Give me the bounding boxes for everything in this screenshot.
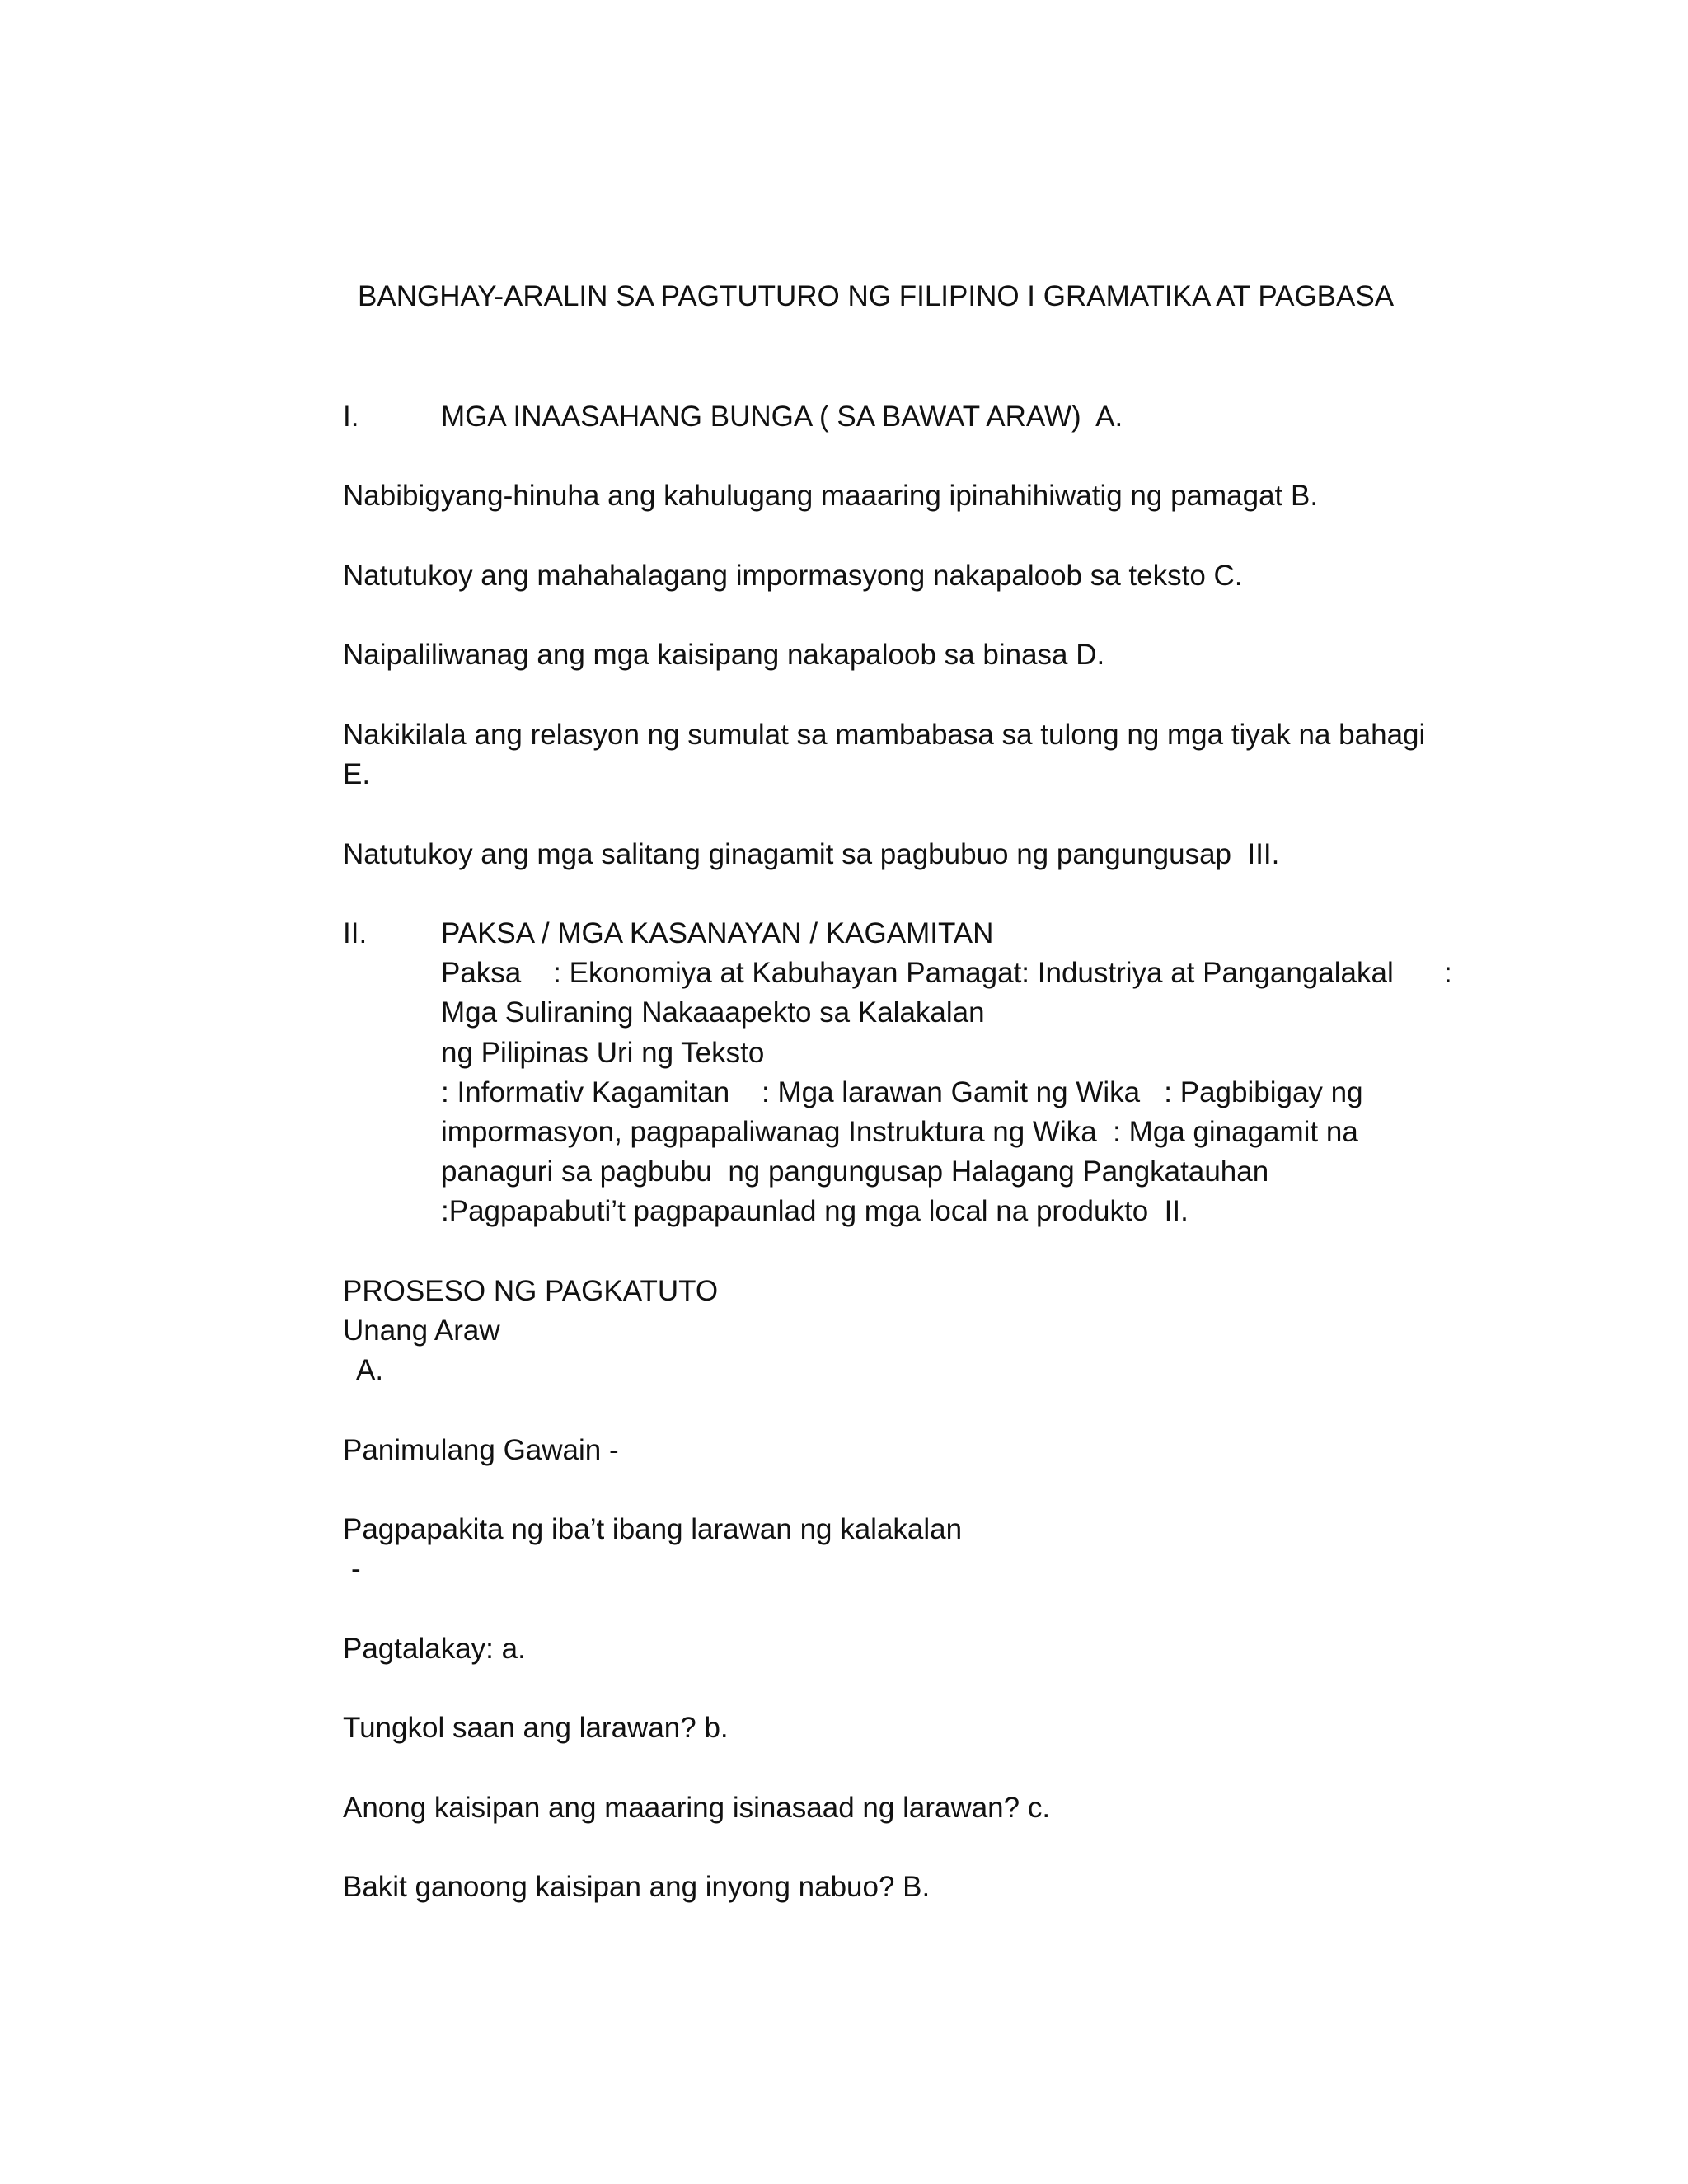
- topic-line: ng Pilipinas Uri ng Teksto: [441, 1037, 765, 1069]
- process-item: Bakit ganoong kaisipan ang inyong nabuo? B.: [343, 1871, 931, 1903]
- topic-line: Paksa : Ekonomiya at Kabuhayan Pamagat: Industriya at Pangangalakal: [441, 957, 1394, 989]
- section-2-number: II.: [343, 917, 368, 949]
- section-1-heading: MGA INAASAHANG BUNGA ( SA BAWAT ARAW) A.: [441, 401, 1123, 433]
- topic-line: :Pagpapabuti’t pagpapaunlad ng mga local na produkto II.: [441, 1195, 1189, 1227]
- process-item: Tungkol saan ang larawan? b.: [343, 1712, 729, 1744]
- section-1-number: I.: [343, 401, 359, 433]
- section-2-heading: PAKSA / MGA KASANAYAN / KAGAMITAN: [441, 917, 994, 949]
- process-item-dash: -: [351, 1553, 361, 1585]
- topic-line: Mga Suliraning Nakaaapekto sa Kalakalan: [441, 996, 985, 1029]
- topic-line: impormasyon, pagpapaliwanag Instruktura ng Wika : Mga ginagamit na: [441, 1116, 1358, 1148]
- outcome-item: Naipaliliwanag ang mga kaisipang nakapaloob sa binasa D.: [343, 639, 1105, 671]
- outcome-item: Natutukoy ang mahahalagang impormasyong nakapaloob sa teksto C.: [343, 560, 1243, 592]
- section-3-heading: PROSESO NG PAGKATUTO: [343, 1275, 719, 1307]
- outcome-item-continuation: E.: [343, 758, 371, 790]
- process-item: Panimulang Gawain -: [343, 1434, 619, 1466]
- process-item: Pagtalakay: a.: [343, 1633, 526, 1665]
- outcome-item: Nakikilala ang relasyon ng sumulat sa mambabasa sa tulong ng mga tiyak na bahagi: [343, 719, 1426, 751]
- topic-line: : Informativ Kagamitan : Mga larawan Gamit ng Wika : Pagbibigay ng: [441, 1076, 1363, 1108]
- topic-line-colon: :: [1444, 957, 1452, 989]
- outcome-item: Nabibigyang-hinuha ang kahulugang maaaring ipinahihiwatig ng pamagat B.: [343, 480, 1319, 512]
- outcome-item: Natutukoy ang mga salitang ginagamit sa pagbubuo ng pangungusap III.: [343, 838, 1280, 870]
- process-item: Anong kaisipan ang maaaring isinasaad ng larawan? c.: [343, 1792, 1051, 1824]
- step-letter: A.: [356, 1354, 384, 1386]
- topic-line: panaguri sa pagbubu ng pangungusap Halagang Pangkatauhan: [441, 1155, 1269, 1188]
- day-label: Unang Araw: [343, 1315, 500, 1347]
- document-title: BANGHAY-ARALIN SA PAGTUTURO NG FILIPINO I GRAMATIKA AT PAGBASA: [358, 280, 1395, 312]
- process-item: Pagpapakita ng iba’t ibang larawan ng kalakalan: [343, 1513, 963, 1545]
